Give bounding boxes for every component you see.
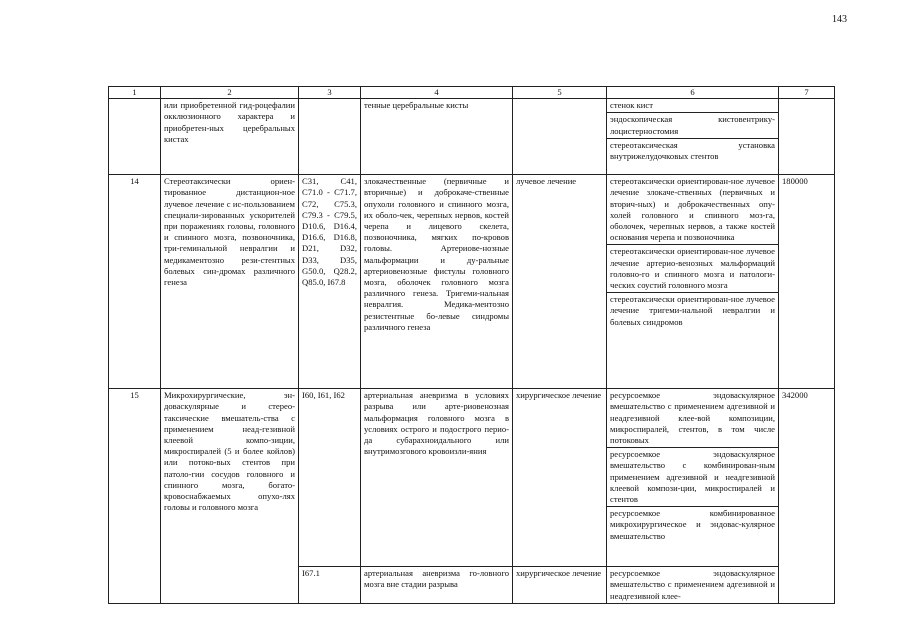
column-header: 4 [361, 87, 513, 99]
patient-model: тенные церебральные кисты [361, 99, 513, 175]
diagnosis-codes: I67.1 [299, 567, 361, 604]
patient-model: злокачественные (первичные и вторичные) и доброкаче-ственные опухоли головного и спинного мозга, их оболо-чек, черепных нервов, костей черепа и лицевого скелета, позвоночника, мягких по-кровов головы. Артериове-нозные мальформации и ду-ральные артериовенозные фистулы головного мозга, оболочек головного мозга различного генеза. Тригеми-нальная невралгия. Медика-ментозно резистентные бо-левые синдромы различного генеза [361, 175, 513, 389]
table-row [109, 99, 835, 175]
treatment-methods [607, 567, 779, 604]
column-header: 5 [513, 87, 607, 99]
treatment-method: ресурсоемкое комбинированное микрохирургическое и эндовас-кулярное вмешательство [610, 508, 775, 541]
row-number [109, 99, 161, 175]
column-header: 6 [607, 87, 779, 99]
treatment-methods [607, 99, 779, 175]
table-row [109, 175, 835, 389]
diagnosis-codes: C31, C41, C71.0 - C71.7, C72, C75.3, C79.3 - C79.5, D10.6, D16.4, D16.6, D16.8, D21, D32, D33, D35, G50.0, Q28.2, Q85.0, I67.8 [299, 175, 361, 389]
treatment-method: ресурсоемкое эндоваскулярное вмешательство с применением адгезивной и неадгезивной клее-вой композиции, микроспиралей, стентов, в том числе потоковых [607, 389, 778, 448]
treatment-method: стереотаксически ориентирован-ное лучевое лечение артерио-венозных мальформаций головно-го и спинного мозга и патологи-ческих соустий головного мозга [607, 245, 778, 293]
treatment-methods [607, 389, 779, 567]
cost: 180000 [779, 175, 835, 389]
row-number: 15 [109, 389, 161, 604]
page-number: 143 [832, 14, 847, 25]
treatment-methods [607, 175, 779, 389]
column-header: 7 [779, 87, 835, 99]
column-header: 3 [299, 87, 361, 99]
patient-model: артериальная аневризма го-ловного мозга вне стадии разрыва [361, 567, 513, 604]
treatment-method: ресурсоемкое эндоваскулярное вмешательство с применением адгезивной и неадгезивной клее- [610, 568, 775, 601]
service-name: Стереотаксически ориен-тированное дистанцион-ное лучевое лечение с ис-пользованием специали-зированных ускорителей при поражениях головы, головного и спинного мозга, позвоночника, три-геминальной невралгии и медикаментозно рези-стентных болевых син-дромах различного генеза [161, 175, 299, 389]
treatment-method: стереотаксически ориентирован-ное лучевое лечение злокаче-ственных (первичных и вторич-ных) и доброкачественных опу-холей головного и спинного моз-га, оболочек, черепных нервов, а также костей основания черепа и позвоночника [607, 175, 778, 245]
treatment-method: ресурсоемкое эндоваскулярное вмешательство с комбинирован-ным применением адгезивной и неадгезивной клеевой компози-ции, микроспиралей и стентов [607, 448, 778, 507]
service-name: Микрохирургические, эн-доваскулярные и стерео-таксические вмешатель-ства с применением неад-гезивной клеевой компо-зиции, микроспиралей (5 и более койлов) или потоко-вых стентов при патоло-гии сосудов головного и спинного мозга, богато-кровоснабжаемых опухо-лях головы и головного мозга [161, 389, 299, 604]
treatment-type: хирургическое лечение [513, 389, 607, 567]
medical-services-table [108, 86, 835, 604]
cost: 342000 [779, 389, 835, 604]
treatment-type [513, 99, 607, 175]
patient-model: артериальная аневризма в условиях разрыва или арте-риовенозная мальформация головного мозга в условиях острого и подострого перио-да субарахноидального или внутримозгового кровоизли-яния [361, 389, 513, 567]
treatment-method: стереотаксически ориентирован-ное лучевое лечение тригеми-нальной невралгии и болевых синдромов [610, 294, 775, 327]
diagnosis-codes: I60, I61, I62 [299, 389, 361, 567]
service-name: или приобретенной гид-роцефалии окклюзионного характера и приобретен-ных церебральных кистах [161, 99, 299, 175]
column-number-row [109, 87, 835, 99]
treatment-method: эндоскопическая кистовентрику-лоцистерностомия [607, 113, 778, 138]
treatment-method: стереотаксическая установка внутрижелудочковых стентов [610, 139, 775, 162]
row-number: 14 [109, 175, 161, 389]
cost [779, 99, 835, 175]
treatment-method: стенок кист [607, 99, 778, 113]
table-row [109, 389, 835, 567]
column-header: 2 [161, 87, 299, 99]
column-header: 1 [109, 87, 161, 99]
treatment-type: лучевое лечение [513, 175, 607, 389]
diagnosis-codes [299, 99, 361, 175]
treatment-type: хирургическое лечение [513, 567, 607, 604]
